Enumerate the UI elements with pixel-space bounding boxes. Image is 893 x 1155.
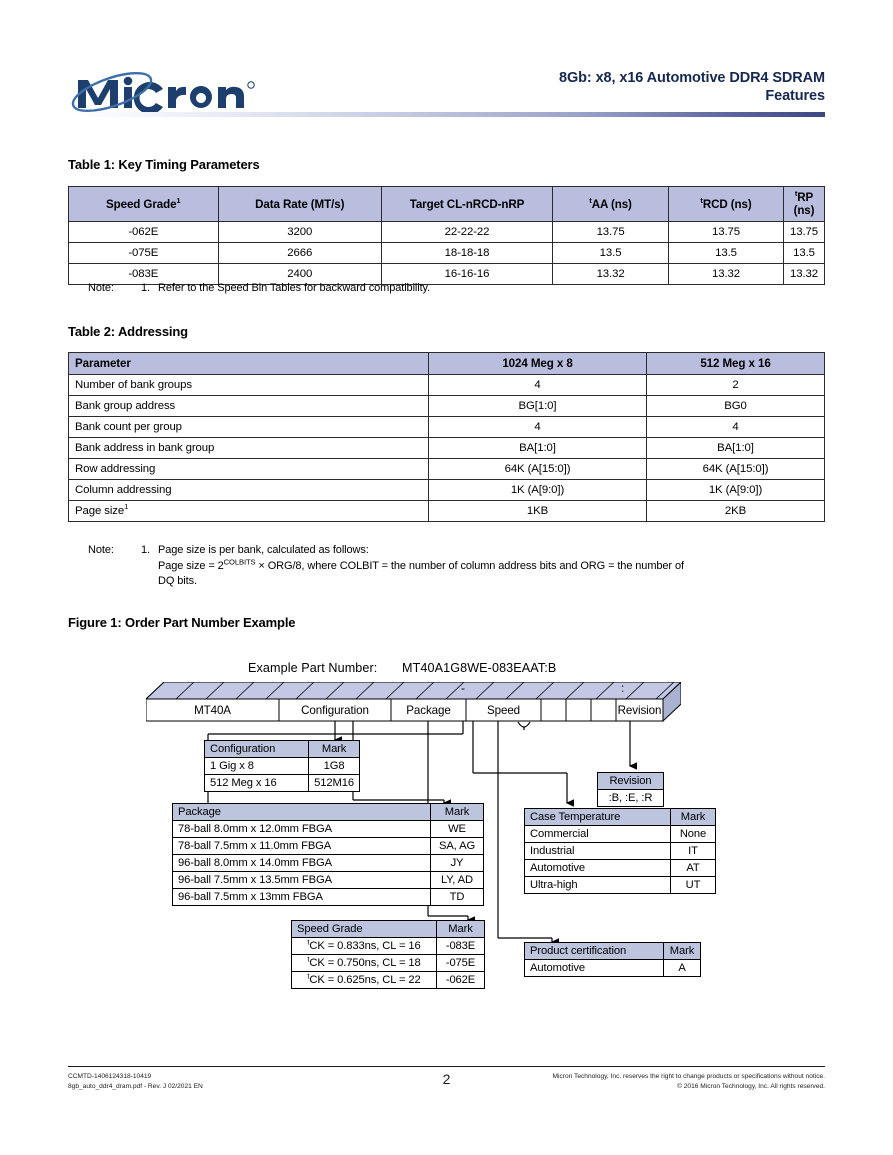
note-line-2: Page size = $2^{COLBITS} \times ORG/8$, where COLBIT = the number of column address bits and ORG = the number of (158, 556, 684, 572)
col-trp: $^t$RP (ns) (783, 187, 824, 222)
table-header-row (598, 773, 664, 790)
footer-disclaimer-line2: © 2016 Micron Technology, Inc. All rights reserved. (677, 1082, 825, 1090)
bar-cell-package: Package (406, 703, 451, 717)
bar-separator-colon: : (621, 681, 625, 695)
cell-x16: 64K (A[15:0]) (647, 459, 825, 480)
table-row (69, 501, 825, 522)
revision-table (597, 772, 664, 807)
cell-case-temperature: Ultra-high (525, 877, 671, 894)
table-row (69, 459, 825, 480)
cell-target-cl: 18-18-18 (381, 243, 552, 264)
table-row (173, 889, 484, 906)
col-parameter: Parameter (69, 353, 429, 375)
cell-trp: 13.75 (783, 222, 824, 243)
table-row (69, 222, 825, 243)
table-row (292, 955, 485, 972)
table-row (598, 790, 664, 807)
table-row (205, 775, 360, 792)
cell-taa: 13.32 (553, 264, 669, 285)
cell-mark: UT (671, 877, 716, 894)
key-timing-parameters-table (68, 186, 825, 285)
cell-trcd: 13.75 (669, 222, 784, 243)
table-header-row (69, 353, 825, 375)
cell-package: 96-ball 7.5mm x 13.5mm FBGA (173, 872, 431, 889)
col-target-cl: Target CL-nRCD-nRP (381, 187, 552, 222)
cell-mark: LY, AD (431, 872, 484, 889)
cell-x8: 4 (429, 417, 647, 438)
bar-separator-dash: - (461, 681, 465, 695)
col-512-meg-x16: 512 Meg x 16 (647, 353, 825, 375)
cell-speed-grade: $^t$CK = 0.625ns, CL = 22 (292, 972, 437, 989)
figure1-order-part-number (68, 648, 825, 1018)
cell-package: 78-ball 7.5mm x 11.0mm FBGA (173, 838, 431, 855)
cell-configuration: 512 Meg x 16 (205, 775, 309, 792)
table-header-row (69, 187, 825, 222)
cell-target-cl: 16-16-16 (381, 264, 552, 285)
cell-mark: 1G8 (309, 758, 360, 775)
cell-x16: 2 (647, 375, 825, 396)
cell-parameter: Bank group address (69, 396, 429, 417)
cell-target-cl: 22-22-22 (381, 222, 552, 243)
col-configuration: Configuration (205, 741, 309, 758)
cell-trp: 13.5 (783, 243, 824, 264)
col-mark: Mark (664, 943, 701, 960)
cell-data-rate: 3200 (218, 222, 381, 243)
note-line-3: DQ bits. (158, 575, 197, 587)
cell-mark: 512M16 (309, 775, 360, 792)
micron-logo-svg (68, 68, 268, 118)
table-header-row (292, 921, 485, 938)
micron-logo (68, 68, 268, 118)
addressing-table (68, 352, 825, 522)
table1-note (88, 281, 828, 297)
cell-parameter: Page size$^1$ (69, 501, 429, 522)
cell-x8: 4 (429, 375, 647, 396)
cell-trcd: 13.32 (669, 264, 784, 285)
table-row (69, 438, 825, 459)
footer-disclaimer (553, 1072, 825, 1091)
header-rule (68, 112, 825, 117)
cell-mark: -075E (437, 955, 485, 972)
col-mark: Mark (431, 804, 484, 821)
cell-data-rate: 2400 (218, 264, 381, 285)
cell-case-temperature: Commercial (525, 826, 671, 843)
cell-x16: 4 (647, 417, 825, 438)
cell-x8: 1K (A[9:0]) (429, 480, 647, 501)
table-row (173, 855, 484, 872)
cell-product-certification: Automotive (525, 960, 664, 977)
cell-speed-grade: $^t$CK = 0.833ns, CL = 16 (292, 938, 437, 955)
cell-x16: BA[1:0] (647, 438, 825, 459)
bar-cell-certification (566, 699, 591, 721)
cell-package: 96-ball 7.5mm x 13mm FBGA (173, 889, 431, 906)
table-row (173, 821, 484, 838)
note-label: Note: (88, 282, 114, 294)
cell-data-rate: 2666 (218, 243, 381, 264)
cell-speed-grade: -062E (69, 222, 219, 243)
cell-case-temperature: Automotive (525, 860, 671, 877)
cell-parameter: Bank address in bank group (69, 438, 429, 459)
table-row (292, 938, 485, 955)
cell-revision: :B, :E, :R (598, 790, 664, 807)
cell-parameter: Row addressing (69, 459, 429, 480)
cell-mark: WE (431, 821, 484, 838)
table-row (525, 960, 701, 977)
table2-note (88, 543, 828, 590)
table-header-row (205, 741, 360, 758)
col-taa: $^t$AA (ns) (553, 187, 669, 222)
footer-doc-file: 8gb_auto_ddr4_dram.pdf - Rev. J 02/2021 EN (68, 1082, 203, 1090)
col-case-temperature: Case Temperature (525, 809, 671, 826)
table-row (525, 826, 716, 843)
note-line-1: Page size is per bank, calculated as follows: (158, 544, 369, 556)
speed-grade-table (291, 920, 485, 989)
cell-x8: BG[1:0] (429, 396, 647, 417)
table1-title: Table 1: Key Timing Parameters (68, 157, 260, 172)
note-label: Note: (88, 544, 114, 556)
table-header-row (173, 804, 484, 821)
package-table (172, 803, 484, 906)
cell-taa: 13.75 (553, 222, 669, 243)
table-row (69, 396, 825, 417)
cell-package: 78-ball 8.0mm x 12.0mm FBGA (173, 821, 431, 838)
cell-speed-grade: $^t$CK = 0.750ns, CL = 18 (292, 955, 437, 972)
example-part-number-label: Example Part Number: (248, 661, 378, 675)
col-package: Package (173, 804, 431, 821)
table-row (292, 972, 485, 989)
table-header-row (525, 809, 716, 826)
table-row (69, 375, 825, 396)
col-data-rate: Data Rate (MT/s) (218, 187, 381, 222)
cell-package: 96-ball 8.0mm x 14.0mm FBGA (173, 855, 431, 872)
example-part-number-value: MT40A1G8WE-083EAAT:B (402, 661, 557, 675)
bar-cell-revision: Revision (617, 703, 662, 717)
note-number: 1. (141, 282, 150, 294)
footer-rule (68, 1066, 825, 1067)
configuration-table (204, 740, 360, 792)
table-row (525, 860, 716, 877)
cell-trp: 13.32 (783, 264, 824, 285)
footer-page-number: 2 (442, 1071, 451, 1087)
cell-mark: IT (671, 843, 716, 860)
col-mark: Mark (437, 921, 485, 938)
cell-x8: BA[1:0] (429, 438, 647, 459)
cell-parameter: Column addressing (69, 480, 429, 501)
cell-speed-grade: -083E (69, 264, 219, 285)
note-number: 1. (141, 544, 150, 556)
case-temperature-table (524, 808, 716, 894)
col-revision: Revision (598, 773, 664, 790)
cell-parameter: Bank count per group (69, 417, 429, 438)
cell-mark: None (671, 826, 716, 843)
table-row (525, 843, 716, 860)
bar-cell-case-temp (541, 699, 566, 721)
footer-disclaimer-line1: Micron Technology, Inc. reserves the right to change products or specifications without notice. (552, 1073, 825, 1080)
table-row (525, 877, 716, 894)
bar-cell-speed: Speed (486, 703, 521, 717)
cell-taa: 13.5 (553, 243, 669, 264)
header-title-line1: 8Gb: x8, x16 Automotive DDR4 SDRAM (559, 70, 825, 86)
cell-x16: 2KB (647, 501, 825, 522)
cell-x16: 1K (A[9:0]) (647, 480, 825, 501)
cell-mark: -083E (437, 938, 485, 955)
table-row (69, 480, 825, 501)
cell-mark: A (664, 960, 701, 977)
cell-x16: BG0 (647, 396, 825, 417)
col-1024-meg-x8: 1024 Meg x 8 (429, 353, 647, 375)
table-row (69, 417, 825, 438)
cell-mark: -062E (437, 972, 485, 989)
cell-mark: JY (431, 855, 484, 872)
footer-doc-id: CCMTD-1406124318-10419 (68, 1073, 152, 1080)
cell-x8: 1KB (429, 501, 647, 522)
cell-mark: SA, AG (431, 838, 484, 855)
bar-cell-reserved (591, 699, 616, 721)
cell-x8: 64K (A[15:0]) (429, 459, 647, 480)
cell-parameter: Number of bank groups (69, 375, 429, 396)
product-certification-table (524, 942, 701, 977)
header-title (559, 69, 825, 105)
cell-mark: TD (431, 889, 484, 906)
table-row (173, 838, 484, 855)
table-row (173, 872, 484, 889)
col-mark: Mark (671, 809, 716, 826)
col-trcd: $^t$RCD (ns) (669, 187, 784, 222)
cell-speed-grade: -075E (69, 243, 219, 264)
bar-cell-configuration: Configuration (301, 703, 369, 717)
figure1-title: Figure 1: Order Part Number Example (68, 615, 296, 630)
header-title-line2: Features (765, 88, 825, 104)
cell-mark: AT (671, 860, 716, 877)
page-header (68, 64, 825, 122)
col-speed-grade: Speed Grade$^1$ (69, 187, 219, 222)
col-mark: Mark (309, 741, 360, 758)
bar-cell-prefix: MT40A (194, 703, 231, 717)
note-text: Refer to the Speed Bin Tables for backward compatibility. (158, 282, 431, 294)
table2-title: Table 2: Addressing (68, 324, 188, 339)
table-header-row (525, 943, 701, 960)
col-product-certification: Product certification (525, 943, 664, 960)
table-row (205, 758, 360, 775)
cell-trcd: 13.5 (669, 243, 784, 264)
part-number-bar (146, 682, 681, 722)
cell-case-temperature: Industrial (525, 843, 671, 860)
cell-configuration: 1 Gig x 8 (205, 758, 309, 775)
table-row (69, 243, 825, 264)
col-speed-grade: Speed Grade (292, 921, 437, 938)
